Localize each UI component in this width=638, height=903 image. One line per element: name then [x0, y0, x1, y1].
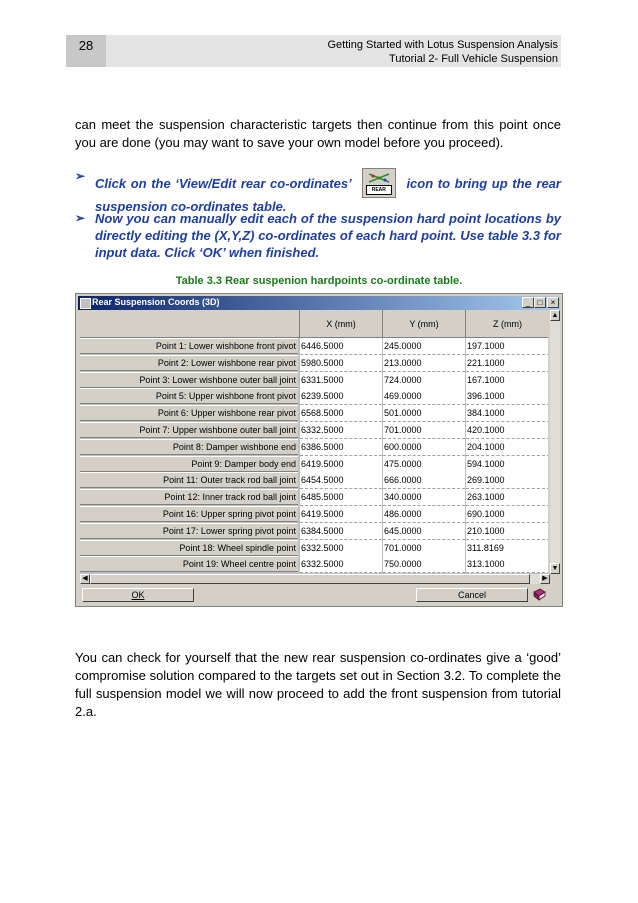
- row-label: Point 18: Wheel spindle point: [80, 540, 298, 556]
- header-subtitle: Tutorial 2- Full Vehicle Suspension: [389, 53, 558, 65]
- intro-paragraph: can meet the suspension characteristic targets then continue from this point once you are done (you may want to save your own model before you proceed).: [75, 117, 561, 150]
- coordinate-cell-x[interactable]: 6239.5000: [300, 388, 382, 405]
- table-row: [80, 355, 548, 372]
- bullet-2-text: Now you can manually edit each of the suspension hard point locations by directly editing the (X,Y,Z) co-ordinates of each hard point. Use table 3.3 for input data. Click ‘OK’ when finished.: [95, 211, 561, 260]
- coordinate-cell-y[interactable]: 486.0000: [383, 506, 465, 523]
- table-row: [80, 388, 548, 405]
- coordinate-cell-z[interactable]: 313.1000: [466, 556, 548, 573]
- cancel-button[interactable]: [416, 588, 528, 602]
- table-row: [80, 556, 548, 573]
- table-row: [80, 338, 548, 355]
- row-label: Point 1: Lower wishbone front pivot: [80, 338, 298, 354]
- row-label: Point 6: Upper wishbone rear pivot: [80, 405, 298, 421]
- row-label: Point 19: Wheel centre point: [80, 556, 298, 572]
- coordinate-cell-y[interactable]: 213.0000: [383, 355, 465, 372]
- header-title: Getting Started with Lotus Suspension Analysis: [327, 39, 558, 51]
- row-label: Point 5: Upper wishbone front pivot: [80, 388, 298, 404]
- coordinate-cell-z[interactable]: 384.1000: [466, 405, 548, 422]
- minimize-button[interactable]: _: [522, 297, 534, 308]
- coordinate-cell-z[interactable]: 167.1000: [466, 372, 548, 389]
- rear-suspension-coords-dialog: [75, 293, 563, 607]
- coordinate-cell-x[interactable]: 6386.5000: [300, 439, 382, 456]
- column-header-y: Y (mm): [383, 310, 466, 338]
- coordinate-cell-x[interactable]: 6384.5000: [300, 523, 382, 540]
- coordinate-cell-x[interactable]: 6419.5000: [300, 456, 382, 473]
- window-app-icon[interactable]: [80, 298, 91, 309]
- page-number: 28: [66, 35, 106, 67]
- table-row: [80, 372, 548, 389]
- coordinate-cell-y[interactable]: 645.0000: [383, 523, 465, 540]
- table-row: [80, 506, 548, 523]
- coordinate-cell-y[interactable]: 475.0000: [383, 456, 465, 473]
- row-label: Point 9: Damper body end: [80, 456, 298, 472]
- page-header: [66, 35, 561, 67]
- table-row: [80, 422, 548, 439]
- coordinates-grid: [80, 310, 548, 574]
- row-label: Point 7: Upper wishbone outer ball joint: [80, 422, 298, 438]
- grid-header-row: [80, 310, 548, 338]
- cancel-button-label: Cancel: [457, 590, 486, 600]
- coordinate-cell-z[interactable]: 197.1000: [466, 338, 548, 355]
- horizontal-scroll-thumb[interactable]: [90, 574, 530, 584]
- coordinate-cell-y[interactable]: 501.0000: [383, 405, 465, 422]
- bullet-1-text-end: icon to bring up the rear suspension co-ordinates table.: [95, 176, 561, 214]
- coordinate-cell-y[interactable]: 701.0000: [383, 540, 465, 557]
- coordinate-cell-x[interactable]: 5980.5000: [300, 355, 382, 372]
- close-button[interactable]: ×: [547, 297, 559, 308]
- coordinate-cell-z[interactable]: 420.1000: [466, 422, 548, 439]
- coordinate-cell-z[interactable]: 210.1000: [466, 523, 548, 540]
- coordinate-cell-y[interactable]: 724.0000: [383, 372, 465, 389]
- coordinate-cell-x[interactable]: 6332.5000: [300, 422, 382, 439]
- table-row: [80, 456, 548, 473]
- closing-paragraph: You can check for yourself that the new rear suspension co-ordinates give a ‘good’ compromise solution compared to the targets set out in Section 3.2. To complete the full suspension model we will now proceed to add the front suspension from tutorial 2.a.: [75, 650, 561, 719]
- table-row: [80, 523, 548, 540]
- column-header-x: X (mm): [300, 310, 383, 338]
- row-label: Point 16: Upper spring pivot point: [80, 506, 298, 522]
- dialog-title: Rear Suspension Coords (3D): [92, 297, 220, 307]
- row-label: Point 11: Outer track rod ball joint: [80, 472, 298, 488]
- row-label: Point 8: Damper wishbone end: [80, 439, 298, 455]
- table-row: [80, 472, 548, 489]
- coordinate-cell-y[interactable]: 666.0000: [383, 472, 465, 489]
- coordinate-cell-x[interactable]: 6485.5000: [300, 489, 382, 506]
- ok-button-label: OK: [131, 590, 145, 600]
- scroll-down-arrow-icon[interactable]: ▼: [551, 565, 559, 572]
- bullet-1-text-start: Click on the ‘View/Edit rear co-ordinates’: [95, 176, 352, 191]
- ok-button[interactable]: [82, 588, 194, 602]
- help-book-icon[interactable]: [532, 588, 546, 601]
- coordinate-cell-x[interactable]: 6568.5000: [300, 405, 382, 422]
- table-row: [80, 489, 548, 506]
- coordinate-cell-x[interactable]: 6331.5000: [300, 372, 382, 389]
- dialog-title-bar[interactable]: [78, 296, 560, 310]
- row-label: Point 12: Inner track rod ball joint: [80, 489, 298, 505]
- scroll-right-arrow-icon[interactable]: ▶: [540, 574, 550, 584]
- row-label: Point 17: Lower spring pivot point: [80, 523, 298, 539]
- bullet-arrow-icon: ➢: [75, 169, 86, 183]
- bullet-1-text: [95, 168, 561, 215]
- vertical-scrollbar[interactable]: [550, 310, 560, 574]
- coordinate-cell-z[interactable]: 594.1000: [466, 456, 548, 473]
- table-row: [80, 540, 548, 557]
- row-label: Point 3: Lower wishbone outer ball joint: [80, 372, 298, 388]
- view-edit-rear-coordinates-icon: [362, 168, 396, 198]
- table-row: [80, 405, 548, 422]
- coordinate-cell-x[interactable]: 6446.5000: [300, 338, 382, 355]
- instruction-bullet-1: [75, 168, 561, 215]
- maximize-button[interactable]: □: [534, 297, 546, 308]
- row-label-header: [80, 310, 300, 338]
- instruction-bullet-2: [75, 210, 561, 261]
- coordinate-cell-x[interactable]: 6332.5000: [300, 556, 382, 573]
- coordinate-cell-z[interactable]: 690.1000: [466, 506, 548, 523]
- coordinate-cell-z[interactable]: 396.1000: [466, 388, 548, 405]
- coordinate-cell-x[interactable]: 6332.5000: [300, 540, 382, 557]
- row-label: Point 2: Lower wishbone rear pivot: [80, 355, 298, 371]
- coordinate-cell-z[interactable]: 221.1000: [466, 355, 548, 372]
- bullet-arrow-icon: ➢: [75, 211, 86, 225]
- coordinate-cell-y[interactable]: 340.0000: [383, 489, 465, 506]
- table-row: [80, 439, 548, 456]
- horizontal-scrollbar[interactable]: [80, 574, 550, 584]
- coordinate-cell-x[interactable]: 6454.5000: [300, 472, 382, 489]
- rear-icon-label: REAR: [366, 185, 392, 195]
- coordinate-cell-x[interactable]: 6419.5000: [300, 506, 382, 523]
- table-caption: Table 3.3 Rear suspenion hardpoints co-ordinate table.: [175, 275, 463, 287]
- coordinate-cell-y[interactable]: 600.0000: [383, 439, 465, 456]
- coordinate-cell-y[interactable]: 469.0000: [383, 388, 465, 405]
- scroll-up-arrow-icon[interactable]: ▲: [551, 312, 559, 319]
- coordinate-cell-z[interactable]: 269.1000: [466, 472, 548, 489]
- coordinate-cell-z[interactable]: 311.8169: [466, 540, 548, 557]
- suspension-grid-icon: [367, 172, 391, 184]
- coordinate-cell-y[interactable]: 245.0000: [383, 338, 465, 355]
- coordinate-cell-z[interactable]: 263.1000: [466, 489, 548, 506]
- column-header-z: Z (mm): [466, 310, 548, 338]
- coordinate-cell-y[interactable]: 750.0000: [383, 556, 465, 573]
- scroll-left-arrow-icon[interactable]: ◀: [80, 574, 90, 584]
- coordinate-cell-y[interactable]: 701.0000: [383, 422, 465, 439]
- coordinate-cell-z[interactable]: 204.1000: [466, 439, 548, 456]
